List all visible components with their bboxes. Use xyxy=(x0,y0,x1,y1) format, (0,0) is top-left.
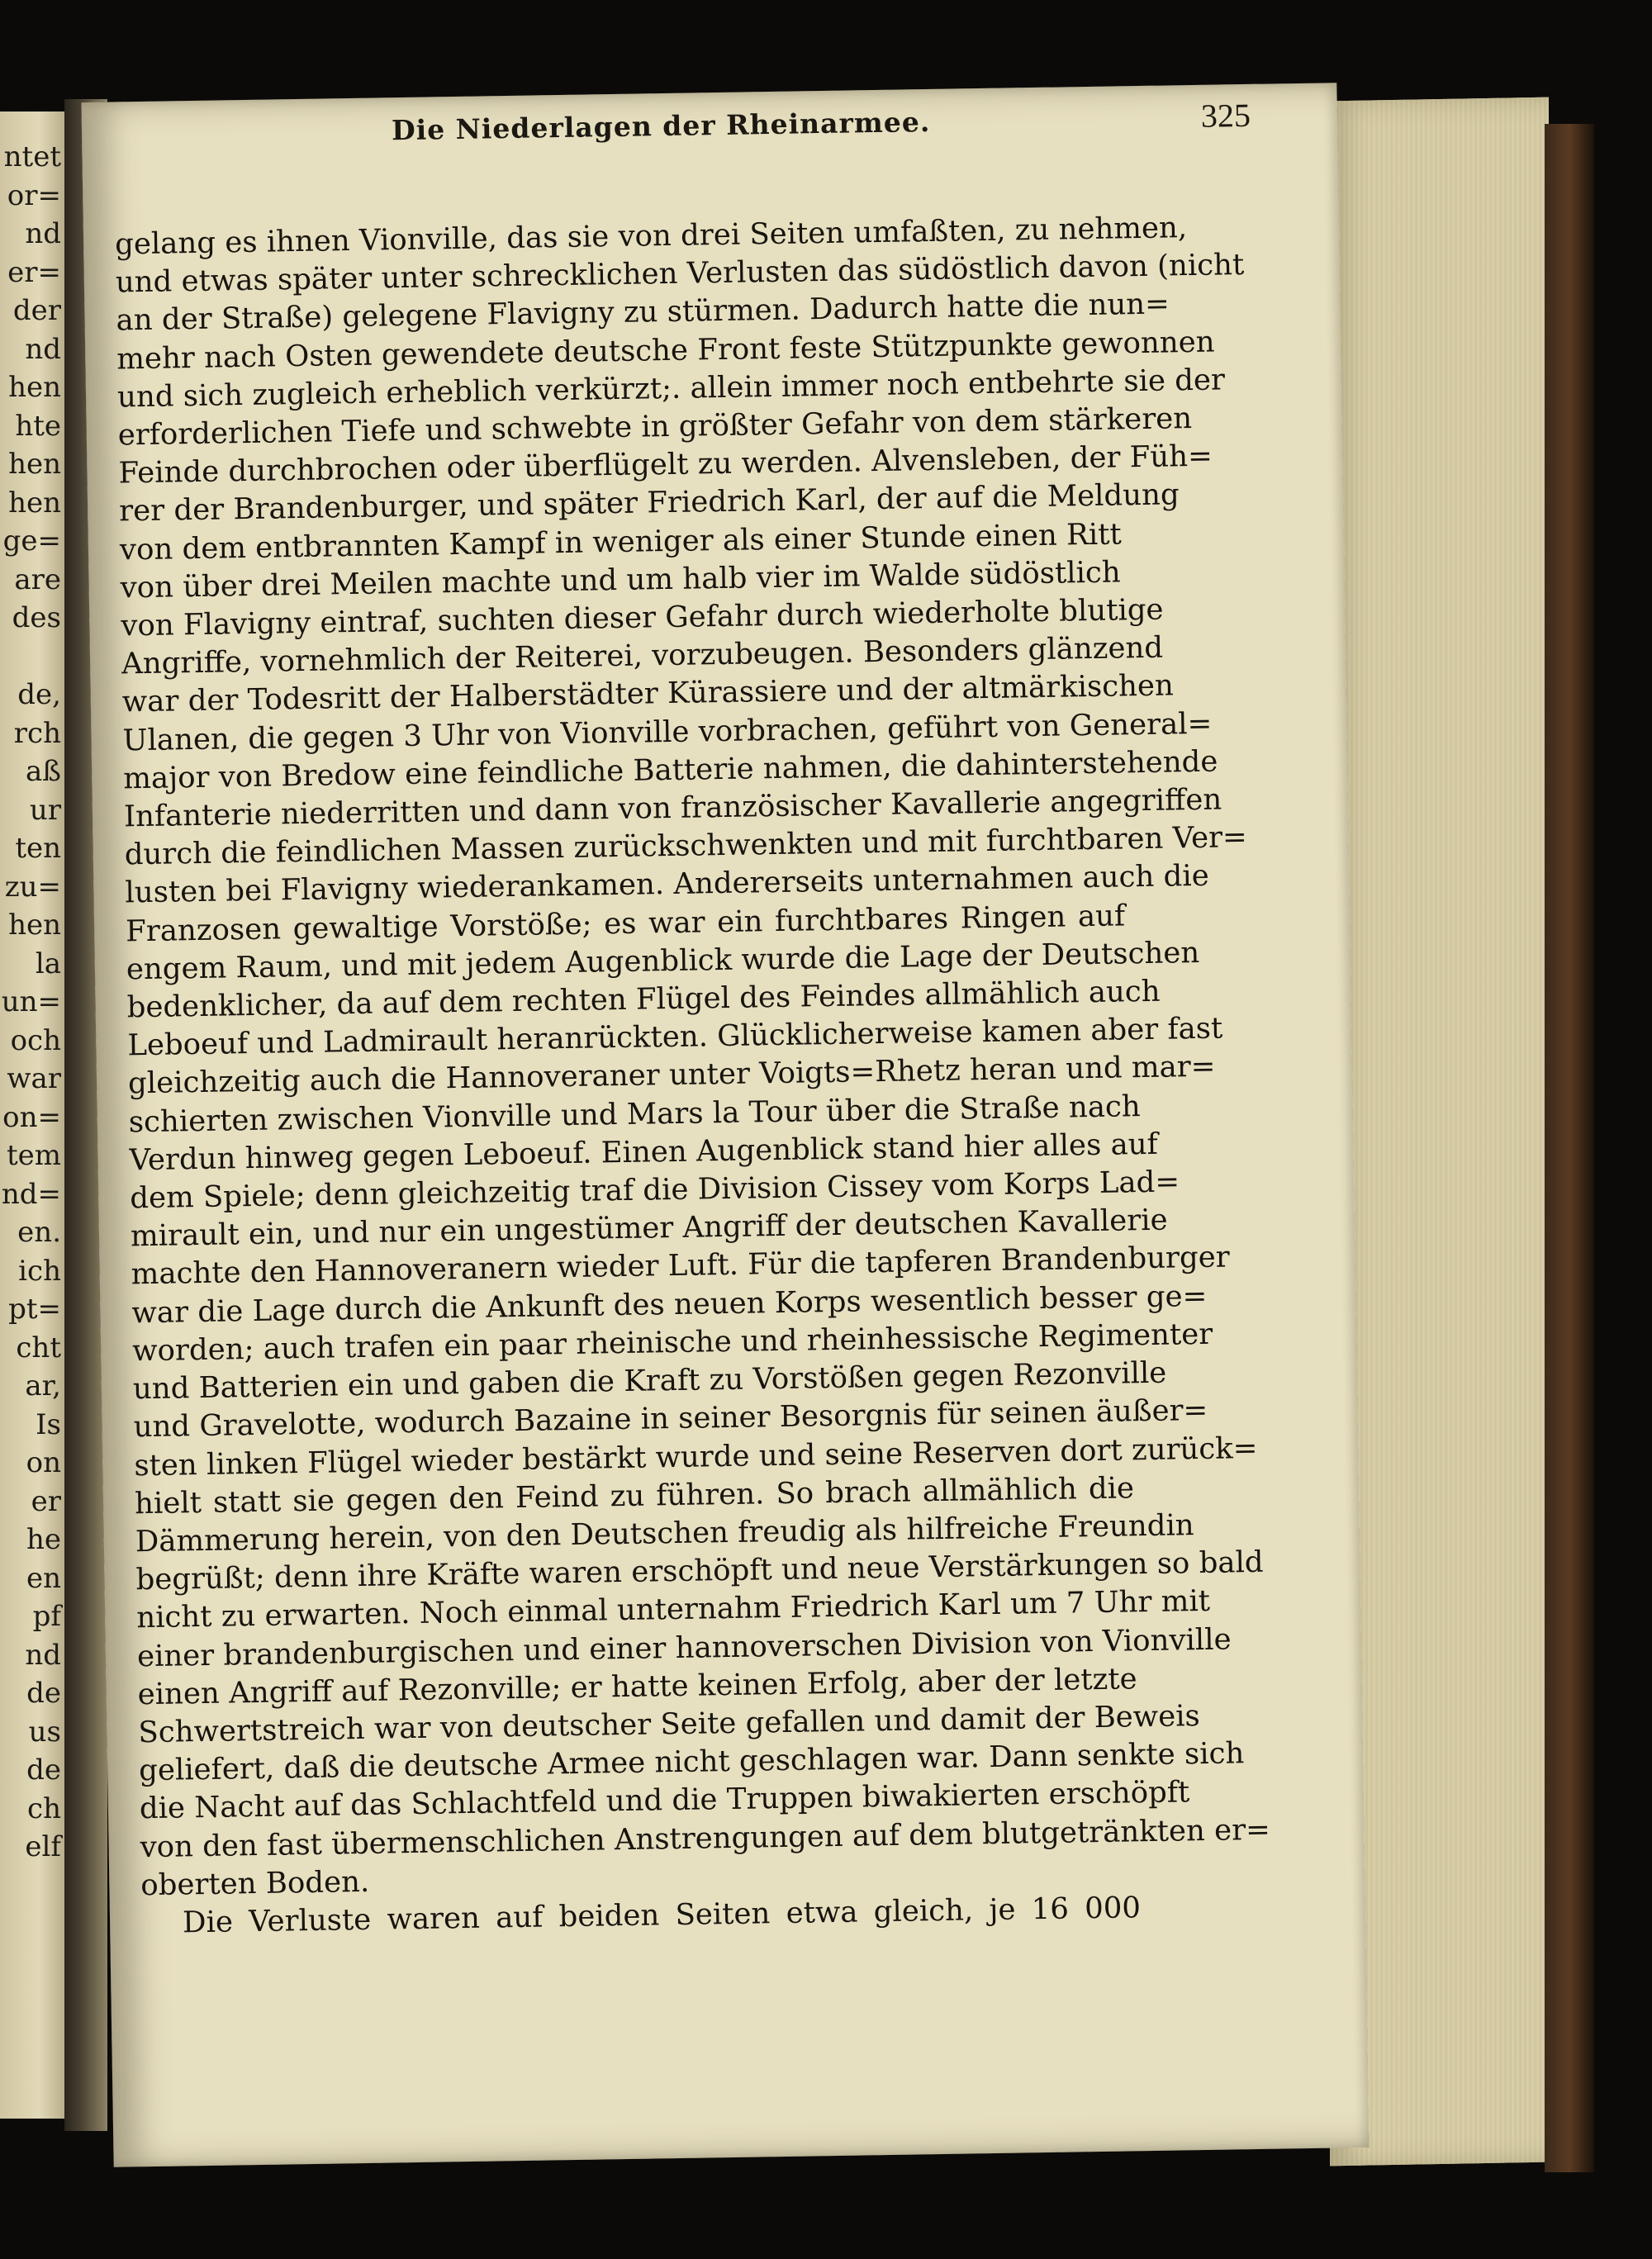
text-line: war die Lage durch die Ankunft des neuen Korps wesentlich besser ge= xyxy=(131,1279,1208,1330)
left-page-line-fragment: aß xyxy=(26,755,61,788)
text-line: Dämmerung herein, von den Deutschen freudig als hilfreiche Freundin xyxy=(135,1508,1194,1559)
left-page-line-fragment: och xyxy=(10,1023,61,1057)
left-page-line-fragment: ten xyxy=(15,832,61,865)
left-page-line-fragment: un= xyxy=(1,985,61,1018)
left-page-line-fragment: la xyxy=(35,947,61,980)
text-line: mehr nach Osten gewendete deutsche Front feste Stützpunkte gewonnen xyxy=(116,325,1215,377)
text-line: schierten zwischen Vionville und Mars la Tour über die Straße nach xyxy=(128,1089,1141,1140)
text-line: Ulanen, die gegen 3 Uhr von Vionville vorbrachen, geführt von General= xyxy=(122,706,1213,758)
text-line: die Nacht auf das Schlachtfeld und die Truppen biwakierten erschöpft xyxy=(139,1775,1190,1826)
text-line: Feinde durchbrochen oder überflügelt zu werden. Alvensleben, der Füh= xyxy=(118,439,1213,491)
left-page-line-fragment: der xyxy=(12,294,61,327)
left-page-line-fragment: on= xyxy=(2,1100,61,1134)
text-line: oberten Boden. xyxy=(140,1864,370,1902)
left-page-line-fragment: ntet xyxy=(3,140,61,173)
text-line: und etwas später unter schrecklichen Verlusten das südöstlich davon (nicht xyxy=(115,248,1245,300)
left-page-line-fragment: nd= xyxy=(1,1177,61,1211)
book-cover-edge xyxy=(1545,124,1594,2172)
left-page-line-fragment: war xyxy=(7,1062,61,1095)
left-page-line-fragment: nd xyxy=(25,217,61,250)
running-title: Die Niederlagen der Rheinarmee. xyxy=(391,105,931,147)
text-line: major von Bredow eine feindliche Batterie nahmen, die dahinterstehende xyxy=(123,744,1218,796)
text-line: einen Angriff auf Rezonville; er hatte keinen Erfolg, aber der letzte xyxy=(137,1661,1137,1711)
page-number: 325 xyxy=(1200,96,1251,135)
left-page-line-fragment: nd xyxy=(25,332,61,366)
left-page-line-fragment: des xyxy=(12,601,61,634)
left-page-line-fragment: rch xyxy=(13,716,61,750)
left-page-line-fragment: Is xyxy=(36,1407,61,1441)
left-page-line-fragment: us xyxy=(28,1715,61,1749)
left-page-line-fragment: he xyxy=(26,1523,61,1556)
left-page-line-fragment: nd xyxy=(25,1638,61,1672)
text-line: von Flavigny eintraf, suchten dieser Gefahr durch wiederholte blutige xyxy=(121,592,1164,643)
left-page-line-fragment: on xyxy=(26,1446,61,1479)
text-line: von den fast übermenschlichen Anstrengungen auf dem blutgetränkten er= xyxy=(140,1812,1271,1864)
text-line: Schwertstreich war von deutscher Seite gefallen und damit der Beweis xyxy=(138,1698,1201,1750)
text-line: begrüßt; denn ihre Kräfte waren erschöpft und neue Verstärkungen so bald xyxy=(135,1545,1264,1597)
text-line: von dem entbrannten Kampf in weniger als einer Stunde einen Ritt xyxy=(119,517,1122,567)
text-line: durch die feindlichen Massen zurückschwenkten und mit furchtbaren Ver= xyxy=(124,820,1248,872)
text-line: nicht zu erwarten. Noch einmal unternahm Friedrich Karl um 7 Uhr mit xyxy=(135,1584,1211,1635)
text-line: geliefert, daß die deutsche Armee nicht geschlagen war. Dann senkte sich xyxy=(138,1736,1245,1788)
left-page-line-fragment: ch xyxy=(27,1792,61,1825)
left-page-line-fragment: er= xyxy=(7,255,61,289)
left-page-line-fragment: hen xyxy=(8,371,61,404)
text-line: engem Raum, und mit jedem Augenblick wurde die Lage der Deutschen xyxy=(126,935,1200,987)
text-line: gleichzeitig auch die Hannoveraner unter Voigts=Rhetz heran und mar= xyxy=(127,1050,1216,1101)
left-page-fragment xyxy=(0,112,64,2119)
left-page-line-fragment: hen xyxy=(8,486,61,520)
running-head xyxy=(391,84,1251,172)
left-page-line-fragment: hen xyxy=(8,448,61,481)
left-page-line-fragment: de, xyxy=(17,678,61,711)
left-page-line-fragment: de xyxy=(26,1677,61,1710)
left-page-line-fragment: en. xyxy=(17,1216,61,1249)
left-page-line-fragment: tem xyxy=(6,1139,61,1172)
text-line: worden; auch trafen ein paar rheinische und rheinhessische Regimenter xyxy=(131,1317,1213,1369)
text-line: Verdun hinweg gegen Leboeuf. Einen Augenblick stand hier alles auf xyxy=(129,1127,1159,1178)
text-line: Leboeuf und Ladmirault heranrückten. Glücklicherweise kamen aber fast xyxy=(127,1011,1223,1063)
left-page-line-fragment: hte xyxy=(15,409,61,443)
left-page-line-fragment: hen xyxy=(8,909,61,942)
text-line: erforderlichen Tiefe und schwebte in größter Gefahr von dem stärkeren xyxy=(117,401,1193,453)
text-line: und sich zugleich erheblich verkürzt;. allein immer noch entbehrte sie der xyxy=(116,363,1226,415)
text-line: und Batterien ein und gaben die Kraft zu Vorstößen gegen Rezonville xyxy=(132,1355,1167,1407)
text-line: einer brandenburgischen und einer hannoverschen Division von Vionville xyxy=(136,1621,1232,1673)
left-page-line-fragment: ich xyxy=(18,1254,61,1288)
left-page-line-fragment: de xyxy=(26,1754,61,1787)
text-line: bedenklicher, da auf dem rechten Flügel des Feindes allmählich auch xyxy=(126,974,1161,1025)
book-page xyxy=(81,83,1369,2167)
text-line: lusten bei Flavigny wiederankamen. Andererseits unternahmen auch die xyxy=(125,859,1210,910)
left-page-line-fragment: are xyxy=(14,562,61,596)
text-line: Die Verluste waren auf beiden Seiten etwa gleich, je 16 000 xyxy=(182,1891,1142,1940)
left-page-line-fragment: zu= xyxy=(4,870,61,904)
left-page-line-fragment: pf xyxy=(32,1600,61,1633)
left-page-line-fragment: or= xyxy=(7,178,61,212)
text-line: Infanterie niederritten und dann von französischer Kavallerie angegriffen xyxy=(123,782,1222,834)
text-line: dem Spiele; denn gleichzeitig traf die Division Cissey vom Korps Lad= xyxy=(129,1165,1180,1216)
left-page-line-fragment: ge= xyxy=(2,524,61,558)
text-line: hielt statt sie gegen den Feind zu führen. So brach allmählich die xyxy=(134,1470,1135,1521)
left-page-line-fragment: en xyxy=(26,1561,61,1595)
text-line: sten linken Flügel wieder bestärkt wurde und seine Reserven dort zurück= xyxy=(134,1431,1258,1483)
text-line: und Gravelotte, wodurch Bazaine in seiner Besorgnis für seinen äußer= xyxy=(133,1393,1208,1445)
left-page-line-fragment: pt= xyxy=(8,1293,61,1326)
text-line: Franzosen gewaltige Vorstöße; es war ein furchtbares Ringen auf xyxy=(125,899,1126,949)
left-page-line-fragment: elf xyxy=(25,1830,61,1863)
text-line: rer der Brandenburger, und später Friedrich Karl, der auf die Meldung xyxy=(118,477,1180,529)
text-line: von über drei Meilen machte und um halb vier im Walde südöstlich xyxy=(120,555,1121,605)
left-page-line-fragment: ar, xyxy=(25,1369,61,1402)
left-page-line-fragment: er xyxy=(31,1484,61,1518)
left-page-line-fragment: ur xyxy=(29,793,61,827)
text-line: gelang es ihnen Vionville, das sie von drei Seiten umfaßten, zu nehmen, xyxy=(114,211,1188,262)
text-line: war der Todesritt der Halberstädter Kürassiere und der altmärkischen xyxy=(121,668,1175,719)
text-line: Angriffe, vornehmlich der Reiterei, vorzubeugen. Besonders glänzend xyxy=(121,630,1164,681)
body-text xyxy=(114,210,1271,1943)
text-line: an der Straße) gelegene Flavigny zu stürmen. Dadurch hatte die nun= xyxy=(116,287,1170,338)
text-line: mirault ein, und nur ein ungestümer Angriff der deutschen Kavallerie xyxy=(130,1203,1168,1254)
text-line: machte den Hannoveranern wieder Luft. Für die tapferen Brandenburger xyxy=(131,1240,1230,1292)
left-page-line-fragment: cht xyxy=(16,1331,61,1364)
